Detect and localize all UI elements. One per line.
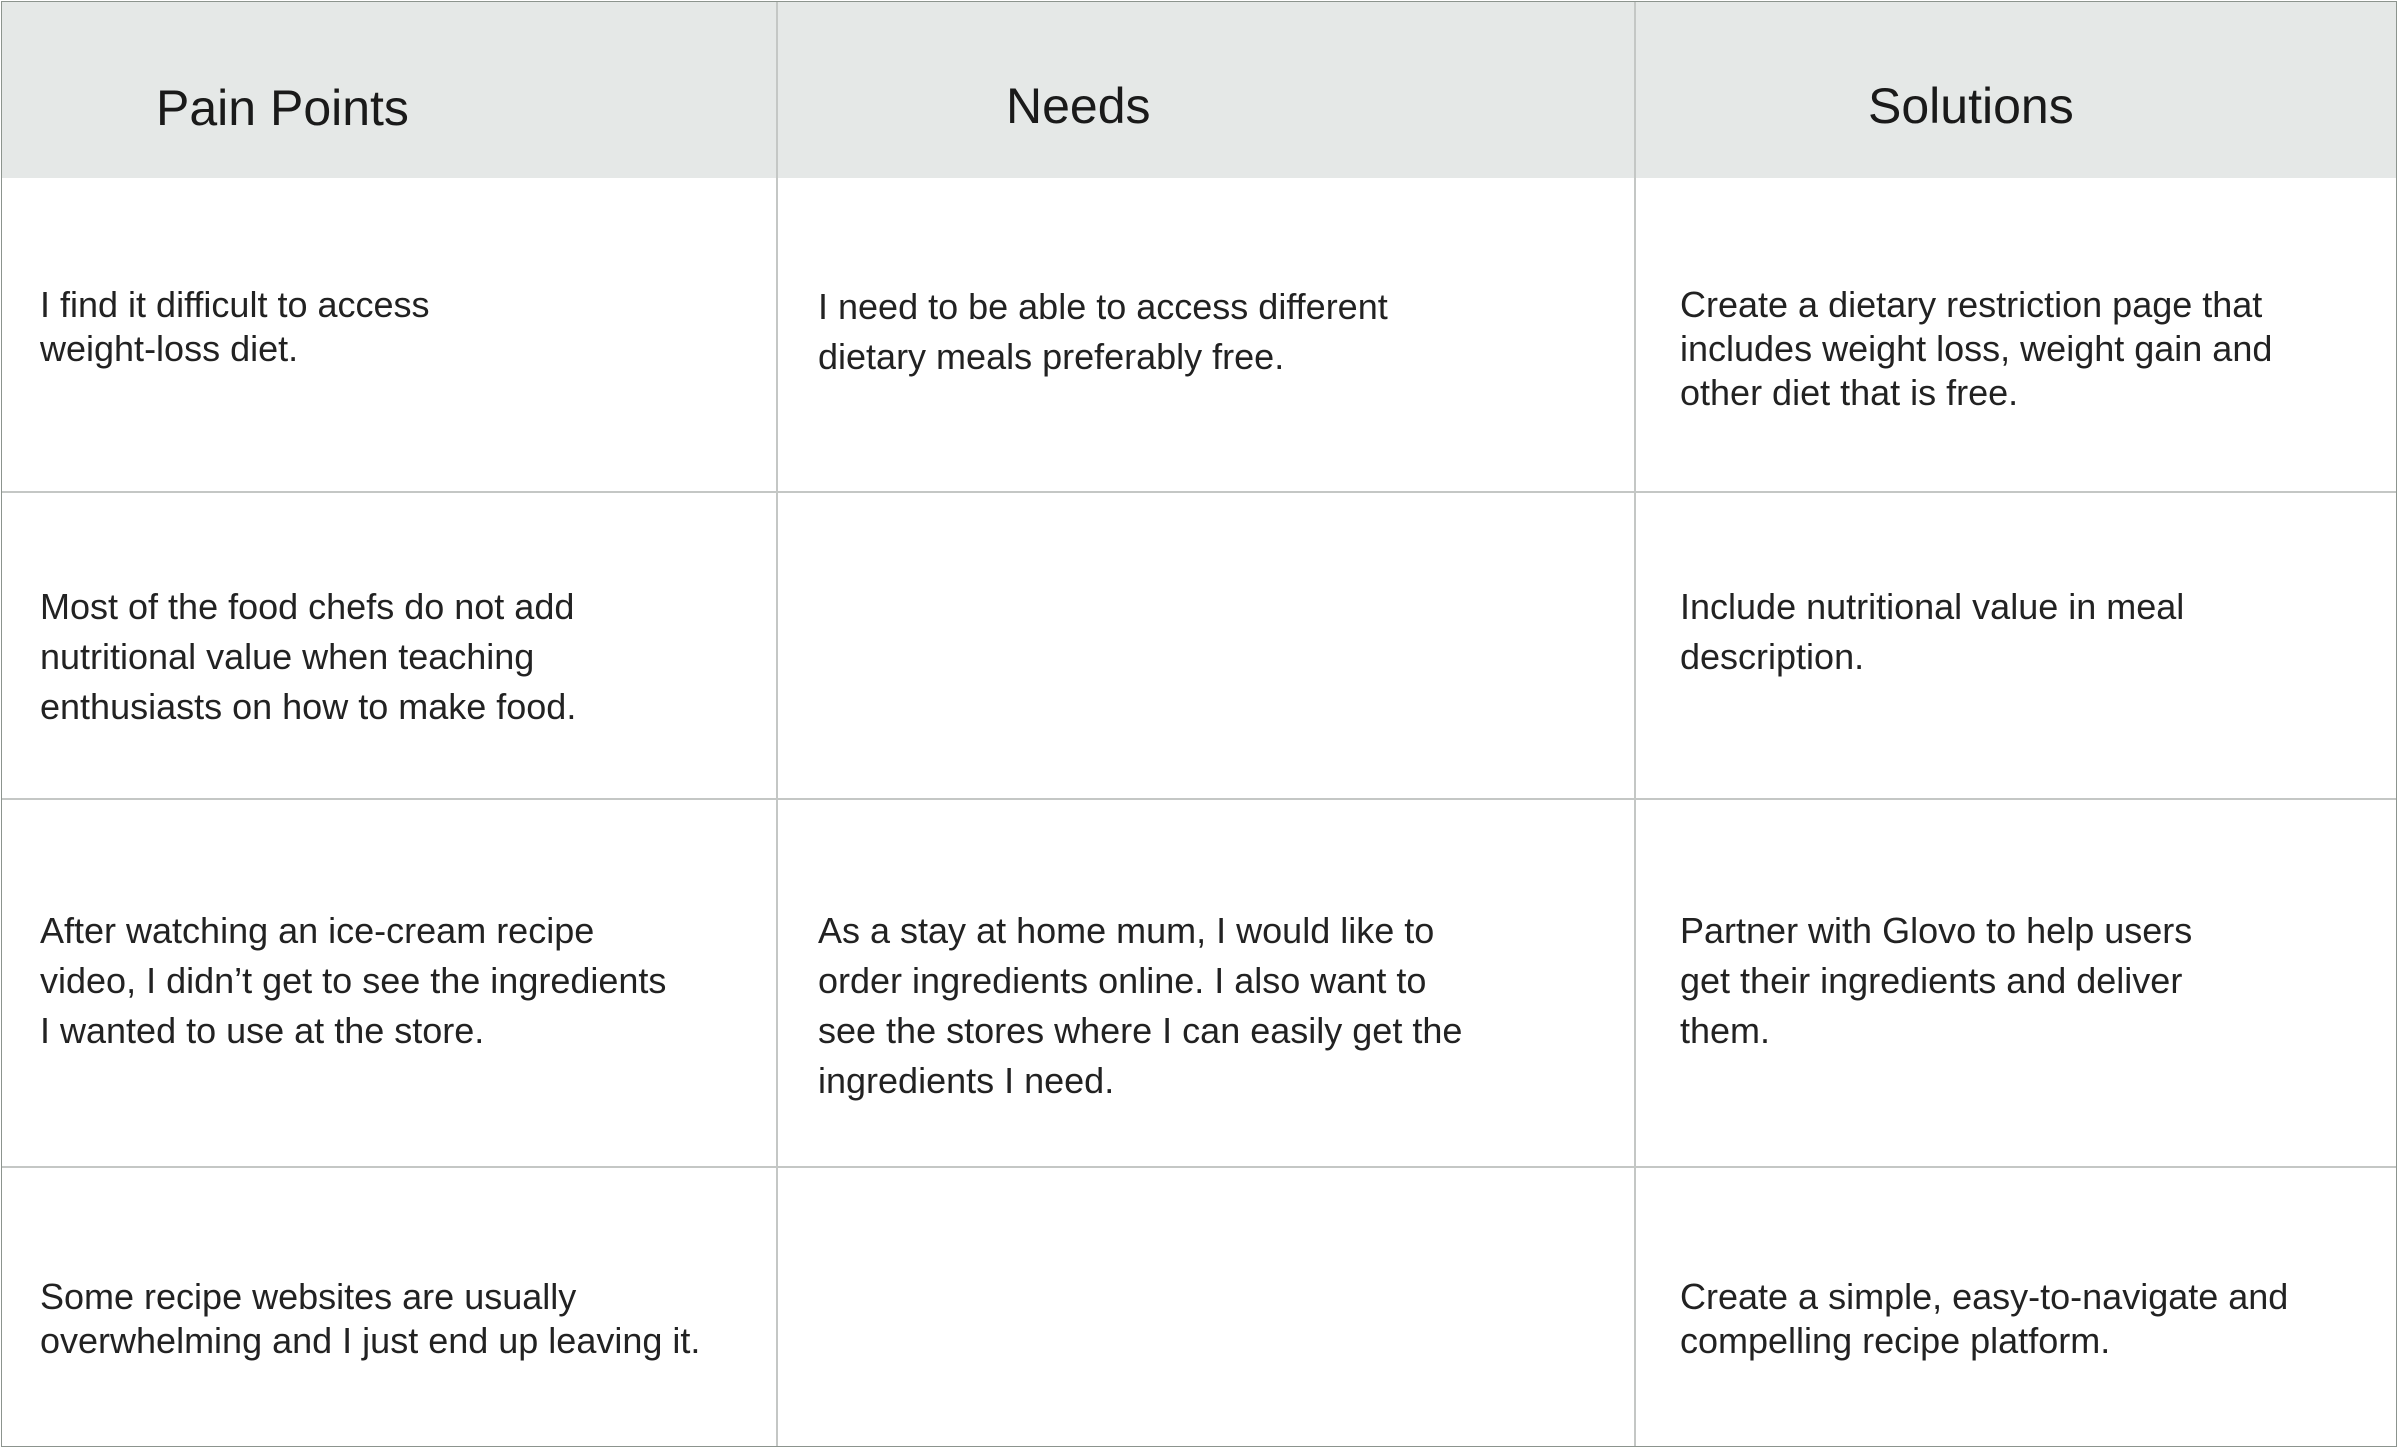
need-cell: I need to be able to access different dietary meals preferably free. [818, 286, 1388, 377]
solution-cell: Include nutritional value in meal description. [1680, 586, 2185, 677]
pain-point-cell: I find it difficult to access weight-loss diet. [40, 284, 430, 369]
header-pain-points: Pain Points [156, 80, 409, 136]
need-cell: As a stay at home mum, I would like to order ingredients online. I also want to see the stores where I can easily get the ingredients I need. [818, 910, 1463, 1101]
column-divider [1634, 2, 1636, 1446]
header-solutions: Solutions [1868, 78, 2074, 134]
solution-cell: Create a dietary restriction page that includes weight loss, weight gain and other diet that is free. [1680, 284, 2273, 413]
pain-point-cell: Most of the food chefs do not add nutritional value when teaching enthusiasts on how to make food. [40, 586, 577, 727]
pain-point-cell: Some recipe websites are usually overwhelming and I just end up leaving it. [40, 1276, 701, 1361]
column-divider [776, 2, 778, 1446]
solution-cell: Partner with Glovo to help users get their ingredients and deliver them. [1680, 910, 2193, 1051]
pain-point-cell: After watching an ice-cream recipe video, I didn’t get to see the ingredients I wanted to use at the store. [40, 910, 667, 1051]
header-needs: Needs [1006, 78, 1151, 134]
row-divider [2, 1166, 2396, 1168]
row-divider [2, 798, 2396, 800]
row-divider [2, 491, 2396, 493]
solution-cell: Create a simple, easy-to-navigate and compelling recipe platform. [1680, 1276, 2289, 1361]
